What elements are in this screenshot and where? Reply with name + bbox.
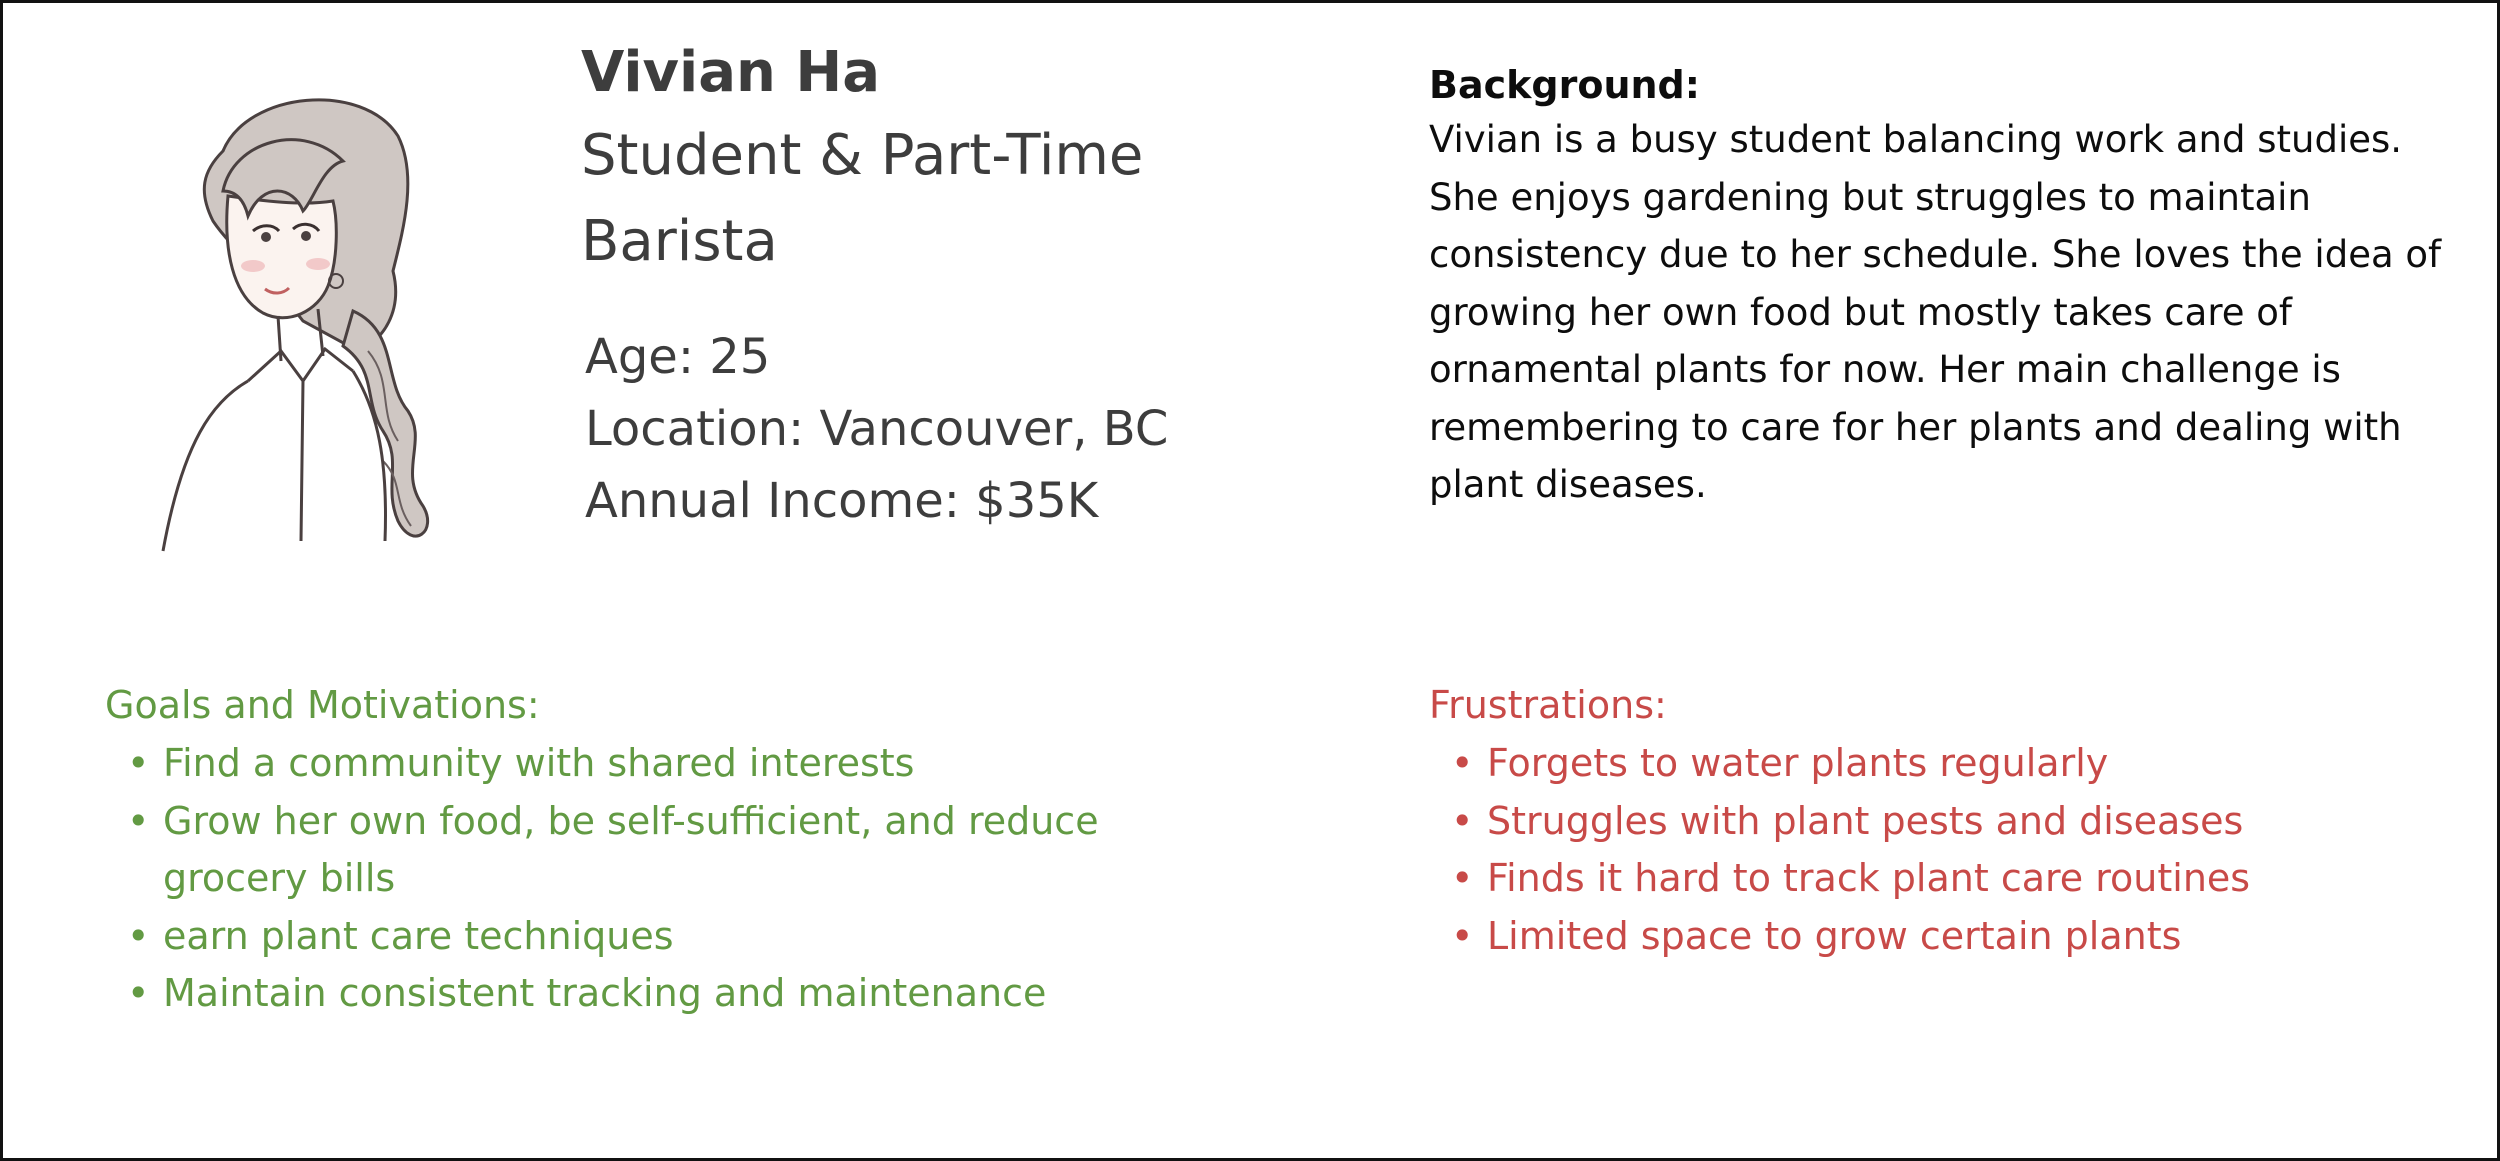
background-title: Background: [1429, 63, 1700, 107]
goal-item: • Find a community with shared interests [105, 735, 1123, 793]
persona-identity [581, 33, 1281, 537]
persona-facts [581, 321, 1281, 537]
goals-title: Goals and Motivations: [105, 683, 540, 727]
goals-section [105, 677, 1255, 1023]
frustrations-title: Frustrations: [1429, 683, 1667, 727]
background-section [1429, 59, 2479, 514]
persona-name: Vivian Ha [581, 40, 881, 105]
persona-location: Location: Vancouver, BC [585, 401, 1169, 457]
frustration-item: • Struggles with plant pests and diseases [1429, 793, 2479, 851]
woman-portrait-illustration-icon [153, 81, 453, 561]
frustrations-section [1429, 677, 2479, 965]
frustration-item: • Finds it hard to track plant care routines [1429, 850, 2479, 908]
frustration-item: • Limited space to grow certain plants [1429, 908, 2479, 966]
frustrations-list [1429, 735, 2479, 965]
goal-item: • Grow her own food, be self-sufficient, and reduce grocery bills [105, 793, 1123, 908]
persona-age: Age: 25 [585, 329, 771, 385]
goal-item: • Maintain consistent tracking and maintenance [105, 965, 1123, 1023]
persona-income: Annual Income: $35K [585, 473, 1099, 529]
goals-list [105, 735, 1255, 1023]
background-text: Vivian is a busy student balancing work and studies. She enjoys gardening but struggles to maintain consistency due to her schedule. She loves the idea of growing her own food but mostly takes care of ornamental plants for now. Her main challenge is remembering to care for her plants and dealing with plant diseases. [1429, 118, 2442, 506]
goal-item: • earn plant care techniques [105, 908, 1123, 966]
frustration-item: • Forgets to water plants regularly [1429, 735, 2479, 793]
persona-role: Student & Part-Time Barista [581, 123, 1144, 274]
